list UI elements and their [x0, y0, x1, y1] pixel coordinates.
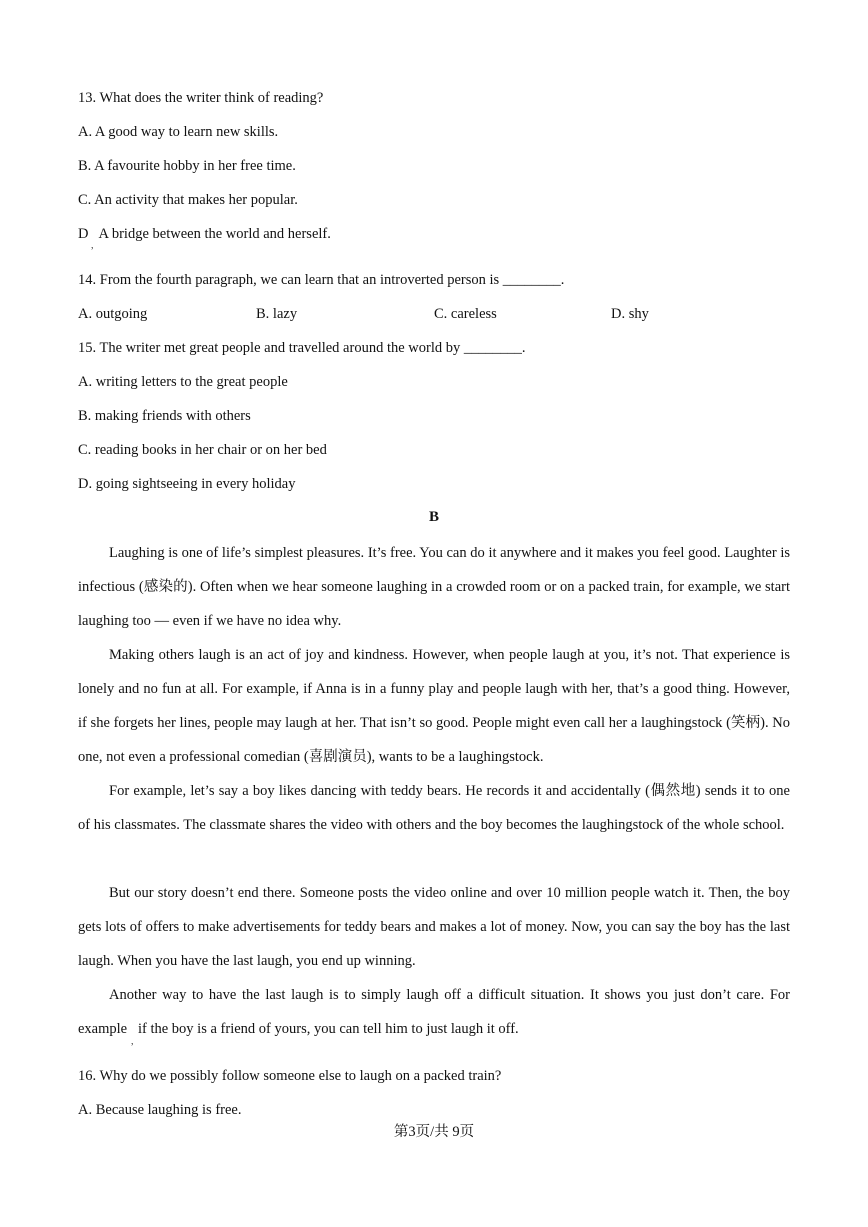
question-14-option-d: D. shy	[611, 306, 649, 322]
question-13-stem: 13. What does the writer think of reading?	[78, 90, 324, 106]
section-b-paragraph-2: Making others laugh is an act of joy and kindness. However, when people laugh at you, it’s not. That experience is lonely and no fun at all. For example, if Anna is in a funny play and people laugh with her, that’s a good thing. However, if she forgets her lines, people may laugh at her. That isn’t so good. People might even call her a laughingstock (笑柄). No one, not even a professional comedian (喜剧演员), wants to be a laughingstock.	[78, 647, 790, 765]
question-14-option-c: C. careless	[434, 306, 497, 322]
question-13-option-b: B. A favourite hobby in her free time.	[78, 158, 296, 174]
question-15-option-a: A. writing letters to the great people	[78, 374, 288, 390]
section-b-title: B	[428, 509, 439, 525]
section-b-paragraph-4: But our story doesn’t end there. Someone posts the video online and over 10 million people watch it. Then, the boy gets lots of offers to make advertisements for teddy bears and makes a lot of money. Now, you can say the boy has the last laugh. When you have the last laugh, you end up winning.	[78, 885, 790, 969]
question-15-option-c: C. reading books in her chair or on her bed	[78, 442, 327, 458]
section-b-paragraph-3: For example, let’s say a boy likes dancing with teddy bears. He records it and accidentally (偶然地) sends it to one of his classmates. The classmate shares the video with others and the boy becomes the laughingstock of the whole school.	[78, 783, 790, 833]
question-13-option-a: A. A good way to learn new skills.	[78, 124, 279, 140]
section-b-paragraph-1: Laughing is one of life’s simplest pleasures. It’s free. You can do it anywhere and it makes you feel good. Laughter is infectious (感染的). Often when we hear someone laughing in a crowded room or on a packed train, for example, we start laughing too — even if we have no idea why.	[78, 545, 790, 629]
question-13-option-d: D A bridge between the world and herself.	[78, 226, 331, 242]
question-15-stem: 15. The writer met great people and travelled around the world by ________.	[78, 340, 526, 356]
scan-artifact-comma: ,	[131, 1036, 134, 1047]
question-16-stem: 16. Why do we possibly follow someone else to laugh on a packed train?	[78, 1068, 502, 1084]
question-15-option-d: D. going sightseeing in every holiday	[78, 476, 296, 492]
question-14-option-a: A. outgoing	[78, 306, 148, 322]
question-14-stem: 14. From the fourth paragraph, we can learn that an introverted person is ________.	[78, 272, 565, 288]
question-15-option-b: B. making friends with others	[78, 408, 251, 424]
page-number-footer: 第3页/共 9页	[393, 1124, 475, 1140]
question-14-options	[0, 305, 868, 323]
question-14-option-b: B. lazy	[256, 306, 298, 322]
question-16-option-a: A. Because laughing is free.	[78, 1102, 242, 1118]
scan-artifact-mark: ,	[91, 240, 94, 251]
section-b-paragraph-5: Another way to have the last laugh is to simply laugh off a difficult situation. It shows you just don’t care. For example if the boy is a friend of yours, you can tell him to just laugh it off.	[78, 987, 794, 1037]
question-13-option-c: C. An activity that makes her popular.	[78, 192, 298, 208]
